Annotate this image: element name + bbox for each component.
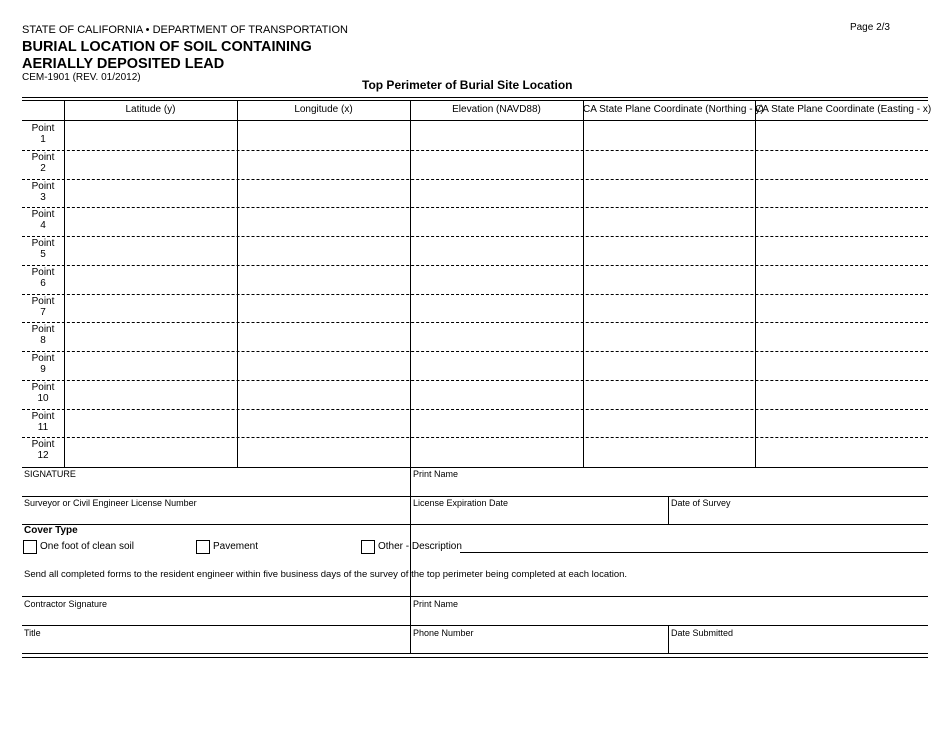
point-label <box>22 209 64 231</box>
col-header-easting: CA State Plane Coordinate (Easting - x) <box>755 104 932 115</box>
cover-type-label: Cover Type <box>24 525 78 536</box>
signature-label: SIGNATURE <box>24 469 76 479</box>
license-number-label: Surveyor or Civil Engineer License Number <box>24 498 197 508</box>
form-title-line2: AERIALLY DEPOSITED LEAD <box>22 56 225 72</box>
coordinate-cell[interactable] <box>65 237 237 264</box>
point-label <box>22 411 64 433</box>
coordinate-cell[interactable] <box>411 180 583 207</box>
coordinate-cell[interactable] <box>238 295 410 322</box>
point-word: Point <box>31 381 55 393</box>
coordinate-cell[interactable] <box>756 381 928 408</box>
contractor-bottom-border-double <box>22 657 928 658</box>
point-label <box>22 267 64 289</box>
grid-vline <box>668 496 669 524</box>
clean-soil-checkbox[interactable] <box>23 540 37 554</box>
coordinate-cell[interactable] <box>238 122 410 149</box>
table-top-border-inner <box>22 100 928 101</box>
coordinate-cell[interactable] <box>65 381 237 408</box>
point-number: 6 <box>40 277 46 289</box>
grid-vline <box>668 625 669 653</box>
point-number: 7 <box>40 306 46 318</box>
point-word: Point <box>31 151 55 163</box>
signature-top-border <box>22 467 928 468</box>
col-header-longitude: Longitude (x) <box>294 104 353 115</box>
point-number: 5 <box>40 249 46 260</box>
form-title <box>22 39 312 73</box>
agency-name: STATE OF CALIFORNIA • DEPARTMENT OF TRANSPORTATION <box>22 24 348 36</box>
col-header-northing: CA State Plane Coordinate (Northing - y) <box>583 104 764 115</box>
point-word: Point <box>31 439 55 451</box>
point-label <box>22 324 64 346</box>
coordinate-cell[interactable] <box>65 410 237 437</box>
contractor-bottom-border <box>22 653 928 654</box>
point-number: 9 <box>40 364 46 375</box>
table-top-border <box>22 97 928 98</box>
coordinate-cell[interactable] <box>65 151 237 178</box>
point-number: 1 <box>40 134 46 145</box>
coordinate-cell[interactable] <box>756 180 928 207</box>
point-number: 3 <box>40 191 46 203</box>
table-title: Top Perimeter of Burial Site Location <box>362 78 573 92</box>
coordinate-cell[interactable] <box>756 410 928 437</box>
col-header-latitude: Latitude (y) <box>125 104 176 115</box>
coordinate-cell[interactable] <box>65 295 237 322</box>
point-word: Point <box>31 266 55 278</box>
coordinate-cell[interactable] <box>65 438 237 465</box>
point-word: Point <box>31 324 55 336</box>
point-number: 4 <box>40 220 46 232</box>
point-label <box>22 181 64 203</box>
coordinate-cell[interactable] <box>238 237 410 264</box>
coordinate-cell[interactable] <box>411 151 583 178</box>
point-label <box>22 152 64 174</box>
clean-soil-label: One foot of clean soil <box>40 541 134 552</box>
row-divider <box>22 496 928 497</box>
coordinate-cell[interactable] <box>756 352 928 379</box>
coordinate-cell[interactable] <box>238 438 410 465</box>
page-number: Page 2/3 <box>849 22 890 33</box>
form-title-line1: BURIAL LOCATION OF SOIL CONTAINING <box>22 39 312 55</box>
coordinate-cell[interactable] <box>756 151 928 178</box>
coordinate-cell[interactable] <box>584 180 755 207</box>
pavement-label: Pavement <box>213 541 259 552</box>
contractor-top-border <box>22 596 928 597</box>
point-label <box>22 123 64 145</box>
coordinate-cell[interactable] <box>584 352 755 379</box>
point-label <box>22 238 64 260</box>
coordinate-cell[interactable] <box>411 323 583 350</box>
coordinate-cell[interactable] <box>584 122 755 149</box>
coordinate-cell[interactable] <box>411 266 583 293</box>
coordinate-cell[interactable] <box>411 295 583 322</box>
point-word: Point <box>31 410 55 422</box>
coordinate-cell[interactable] <box>65 323 237 350</box>
coordinate-cell[interactable] <box>65 352 237 379</box>
coordinate-cell[interactable] <box>584 295 755 322</box>
coordinate-cell[interactable] <box>411 410 583 437</box>
point-word: Point <box>31 238 55 249</box>
coordinate-cell[interactable] <box>65 180 237 207</box>
point-number: 8 <box>40 335 46 347</box>
coordinate-cell[interactable] <box>411 237 583 264</box>
coordinate-cell[interactable] <box>238 180 410 207</box>
coordinate-cell[interactable] <box>584 208 755 235</box>
coordinate-cell[interactable] <box>756 266 928 293</box>
coordinate-cell[interactable] <box>411 352 583 379</box>
coordinate-cell[interactable] <box>756 237 928 264</box>
coordinate-cell[interactable] <box>756 438 928 465</box>
date-submitted-label: Date Submitted <box>671 628 734 638</box>
point-number: 12 <box>37 450 49 462</box>
point-word: Point <box>31 123 55 134</box>
title-label: Title <box>24 628 41 638</box>
coordinate-cell[interactable] <box>584 381 755 408</box>
coordinate-cell[interactable] <box>238 410 410 437</box>
coordinate-cell[interactable] <box>411 381 583 408</box>
license-expiration-label: License Expiration Date <box>413 498 509 508</box>
coordinate-cell[interactable] <box>584 438 755 465</box>
contractor-print-name-label: Print Name <box>413 599 459 609</box>
coordinate-cell[interactable] <box>584 151 755 178</box>
coordinate-cell[interactable] <box>756 122 928 149</box>
coordinate-cell[interactable] <box>756 295 928 322</box>
coordinate-cell[interactable] <box>411 122 583 149</box>
point-number: 11 <box>37 421 49 433</box>
coordinate-cell[interactable] <box>584 410 755 437</box>
coordinate-cell[interactable] <box>238 208 410 235</box>
point-word: Point <box>31 180 55 192</box>
point-label <box>22 296 64 318</box>
coordinate-cell[interactable] <box>65 208 237 235</box>
instructions-text: Send all completed forms to the resident engineer within five business days of the survey of the top perimeter being completed at each location. <box>24 569 628 580</box>
point-word: Point <box>31 295 55 307</box>
other-checkbox[interactable] <box>361 540 375 554</box>
point-number: 2 <box>40 162 46 174</box>
pavement-checkbox[interactable] <box>196 540 210 554</box>
coordinate-cell[interactable] <box>756 208 928 235</box>
print-name-label: Print Name <box>413 469 459 479</box>
date-of-survey-label: Date of Survey <box>671 498 731 508</box>
coordinate-cell[interactable] <box>65 122 237 149</box>
coordinate-cell[interactable] <box>411 208 583 235</box>
coordinate-cell[interactable] <box>65 266 237 293</box>
signature-bottom-border <box>22 524 928 525</box>
point-label <box>22 382 64 404</box>
coordinate-cell[interactable] <box>584 266 755 293</box>
point-word: Point <box>31 353 55 364</box>
point-label <box>22 353 64 375</box>
coordinate-cell[interactable] <box>238 323 410 350</box>
row-divider <box>22 625 928 626</box>
other-description-field[interactable] <box>460 540 928 553</box>
coordinate-cell[interactable] <box>411 438 583 465</box>
coordinate-cell[interactable] <box>238 266 410 293</box>
coordinate-cell[interactable] <box>756 323 928 350</box>
point-word: Point <box>31 209 55 221</box>
coordinate-cell[interactable] <box>238 381 410 408</box>
coordinate-cell[interactable] <box>238 352 410 379</box>
coordinate-cell[interactable] <box>584 323 755 350</box>
phone-number-label: Phone Number <box>413 628 474 638</box>
form-number: CEM-1901 (REV. 01/2012) <box>22 72 141 83</box>
coordinate-cell[interactable] <box>238 151 410 178</box>
point-number: 10 <box>37 392 49 404</box>
contractor-signature-label: Contractor Signature <box>24 599 108 609</box>
other-description-label: Other - Description <box>378 541 462 552</box>
coordinate-cell[interactable] <box>584 237 755 264</box>
col-header-elevation: Elevation (NAVD88) <box>452 104 541 115</box>
header-row-divider <box>22 120 928 121</box>
point-label <box>22 439 64 461</box>
